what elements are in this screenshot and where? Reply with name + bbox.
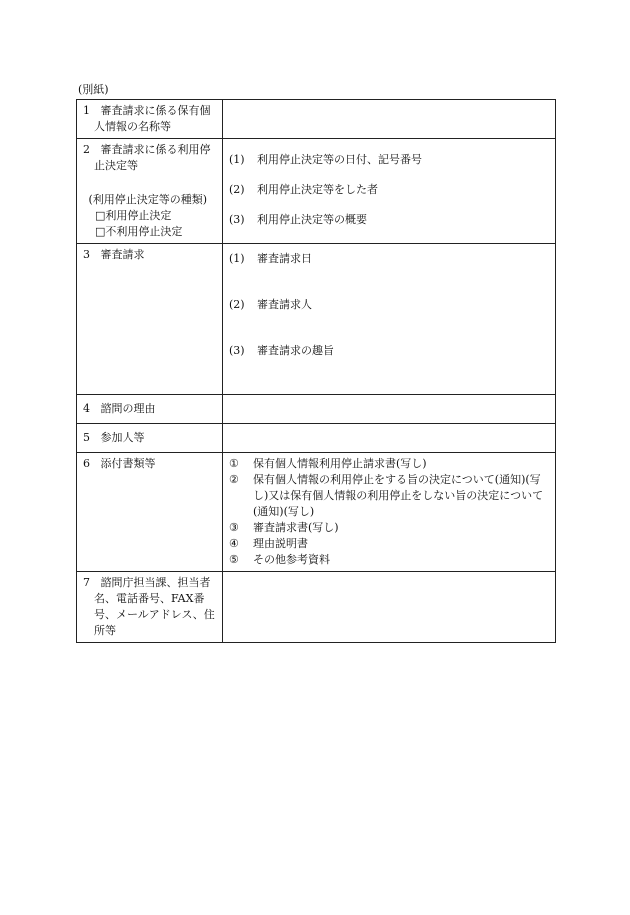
list-item: [229, 536, 549, 552]
row-label-cell: [77, 100, 223, 139]
list-item: [229, 520, 549, 536]
sub-item-number: (2): [229, 298, 245, 311]
sub-item-number: (3): [229, 344, 245, 357]
sub-item-number: (2): [229, 183, 245, 196]
sub-item: [229, 152, 549, 168]
row-label: 参加人等: [100, 431, 145, 444]
list-item-mark: ⑤: [229, 553, 239, 566]
sub-item-text: 利用停止決定等の日付、記号番号: [257, 153, 422, 166]
row-number: 4: [83, 402, 90, 415]
table-row: [77, 244, 556, 395]
list-item: [229, 456, 549, 472]
row-label: 審査請求: [100, 248, 145, 261]
row-value-cell: [223, 424, 556, 453]
row-label-cell: [77, 395, 223, 424]
sub-item-text: 審査請求の趣旨: [257, 344, 334, 357]
kind-label: (利用停止決定等の種類): [88, 193, 208, 206]
sub-item: [229, 212, 549, 228]
table-row: [77, 572, 556, 643]
sub-item-text: 利用停止決定等の概要: [257, 213, 367, 226]
row-number: 1: [83, 104, 90, 117]
row-number: 6: [83, 457, 90, 470]
table-row: [77, 453, 556, 572]
list-item: [229, 552, 549, 568]
sub-item: [229, 251, 549, 267]
row-label-cell: [77, 424, 223, 453]
sub-item: [229, 297, 549, 313]
list-item-mark: ③: [229, 521, 239, 534]
row-label: 諮問の理由: [100, 402, 156, 415]
list-item-mark: ①: [229, 457, 239, 470]
sub-item-text: 利用停止決定等をした者: [257, 183, 378, 196]
sub-item-number: (3): [229, 213, 245, 226]
row-label: 審査請求に係る利用停止決定等: [94, 143, 211, 172]
table-row: [77, 100, 556, 139]
page-label: (別紙): [78, 83, 109, 96]
row-number: 7: [83, 576, 90, 589]
row-label: 諮問庁担当課、担当者名、電話番号、FAX番号、メールアドレス、住所等: [94, 576, 215, 637]
row-label-cell: [77, 244, 223, 395]
row-label: 審査請求に係る保有個人情報の名称等: [94, 104, 211, 133]
row-number: 2: [83, 143, 90, 156]
row-label-cell: [77, 453, 223, 572]
table-row: [77, 139, 556, 244]
list-item-text: 保有個人情報の利用停止をする旨の決定について(通知)(写し)又は保有個人情報の利用停止をしない旨の決定について(通知)(写し): [253, 473, 544, 518]
row-value-cell: [223, 395, 556, 424]
row-value-cell: [223, 244, 556, 395]
list-item: [229, 472, 549, 520]
table-row: [77, 424, 556, 453]
option-no-use-stop: □不利用停止決定: [95, 225, 183, 238]
list-item-text: その他参考資料: [253, 553, 330, 566]
sub-item-text: 審査請求日: [257, 252, 312, 265]
attachment-list: [223, 453, 556, 572]
list-item-mark: ②: [229, 473, 239, 486]
list-item-text: 保有個人情報利用停止請求書(写し): [253, 457, 427, 470]
form-table: [76, 99, 556, 643]
row-label-cell: [77, 572, 223, 643]
sub-item: [229, 343, 549, 359]
row-value-cell: [223, 100, 556, 139]
option-use-stop: □利用停止決定: [95, 209, 172, 222]
row-value-cell: [223, 139, 556, 244]
sub-item-text: 審査請求人: [257, 298, 312, 311]
list-item-mark: ④: [229, 537, 239, 550]
row-label-cell: [77, 139, 223, 244]
list-item-text: 理由説明書: [253, 537, 308, 550]
sub-item: [229, 182, 549, 198]
row-number: 5: [83, 431, 90, 444]
sub-item-number: (1): [229, 252, 245, 265]
row-label: 添付書類等: [100, 457, 156, 470]
list-item-text: 審査請求書(写し): [253, 521, 339, 534]
table-row: [77, 395, 556, 424]
sub-item-number: (1): [229, 153, 245, 166]
row-value-cell: [223, 572, 556, 643]
row-number: 3: [83, 248, 90, 261]
